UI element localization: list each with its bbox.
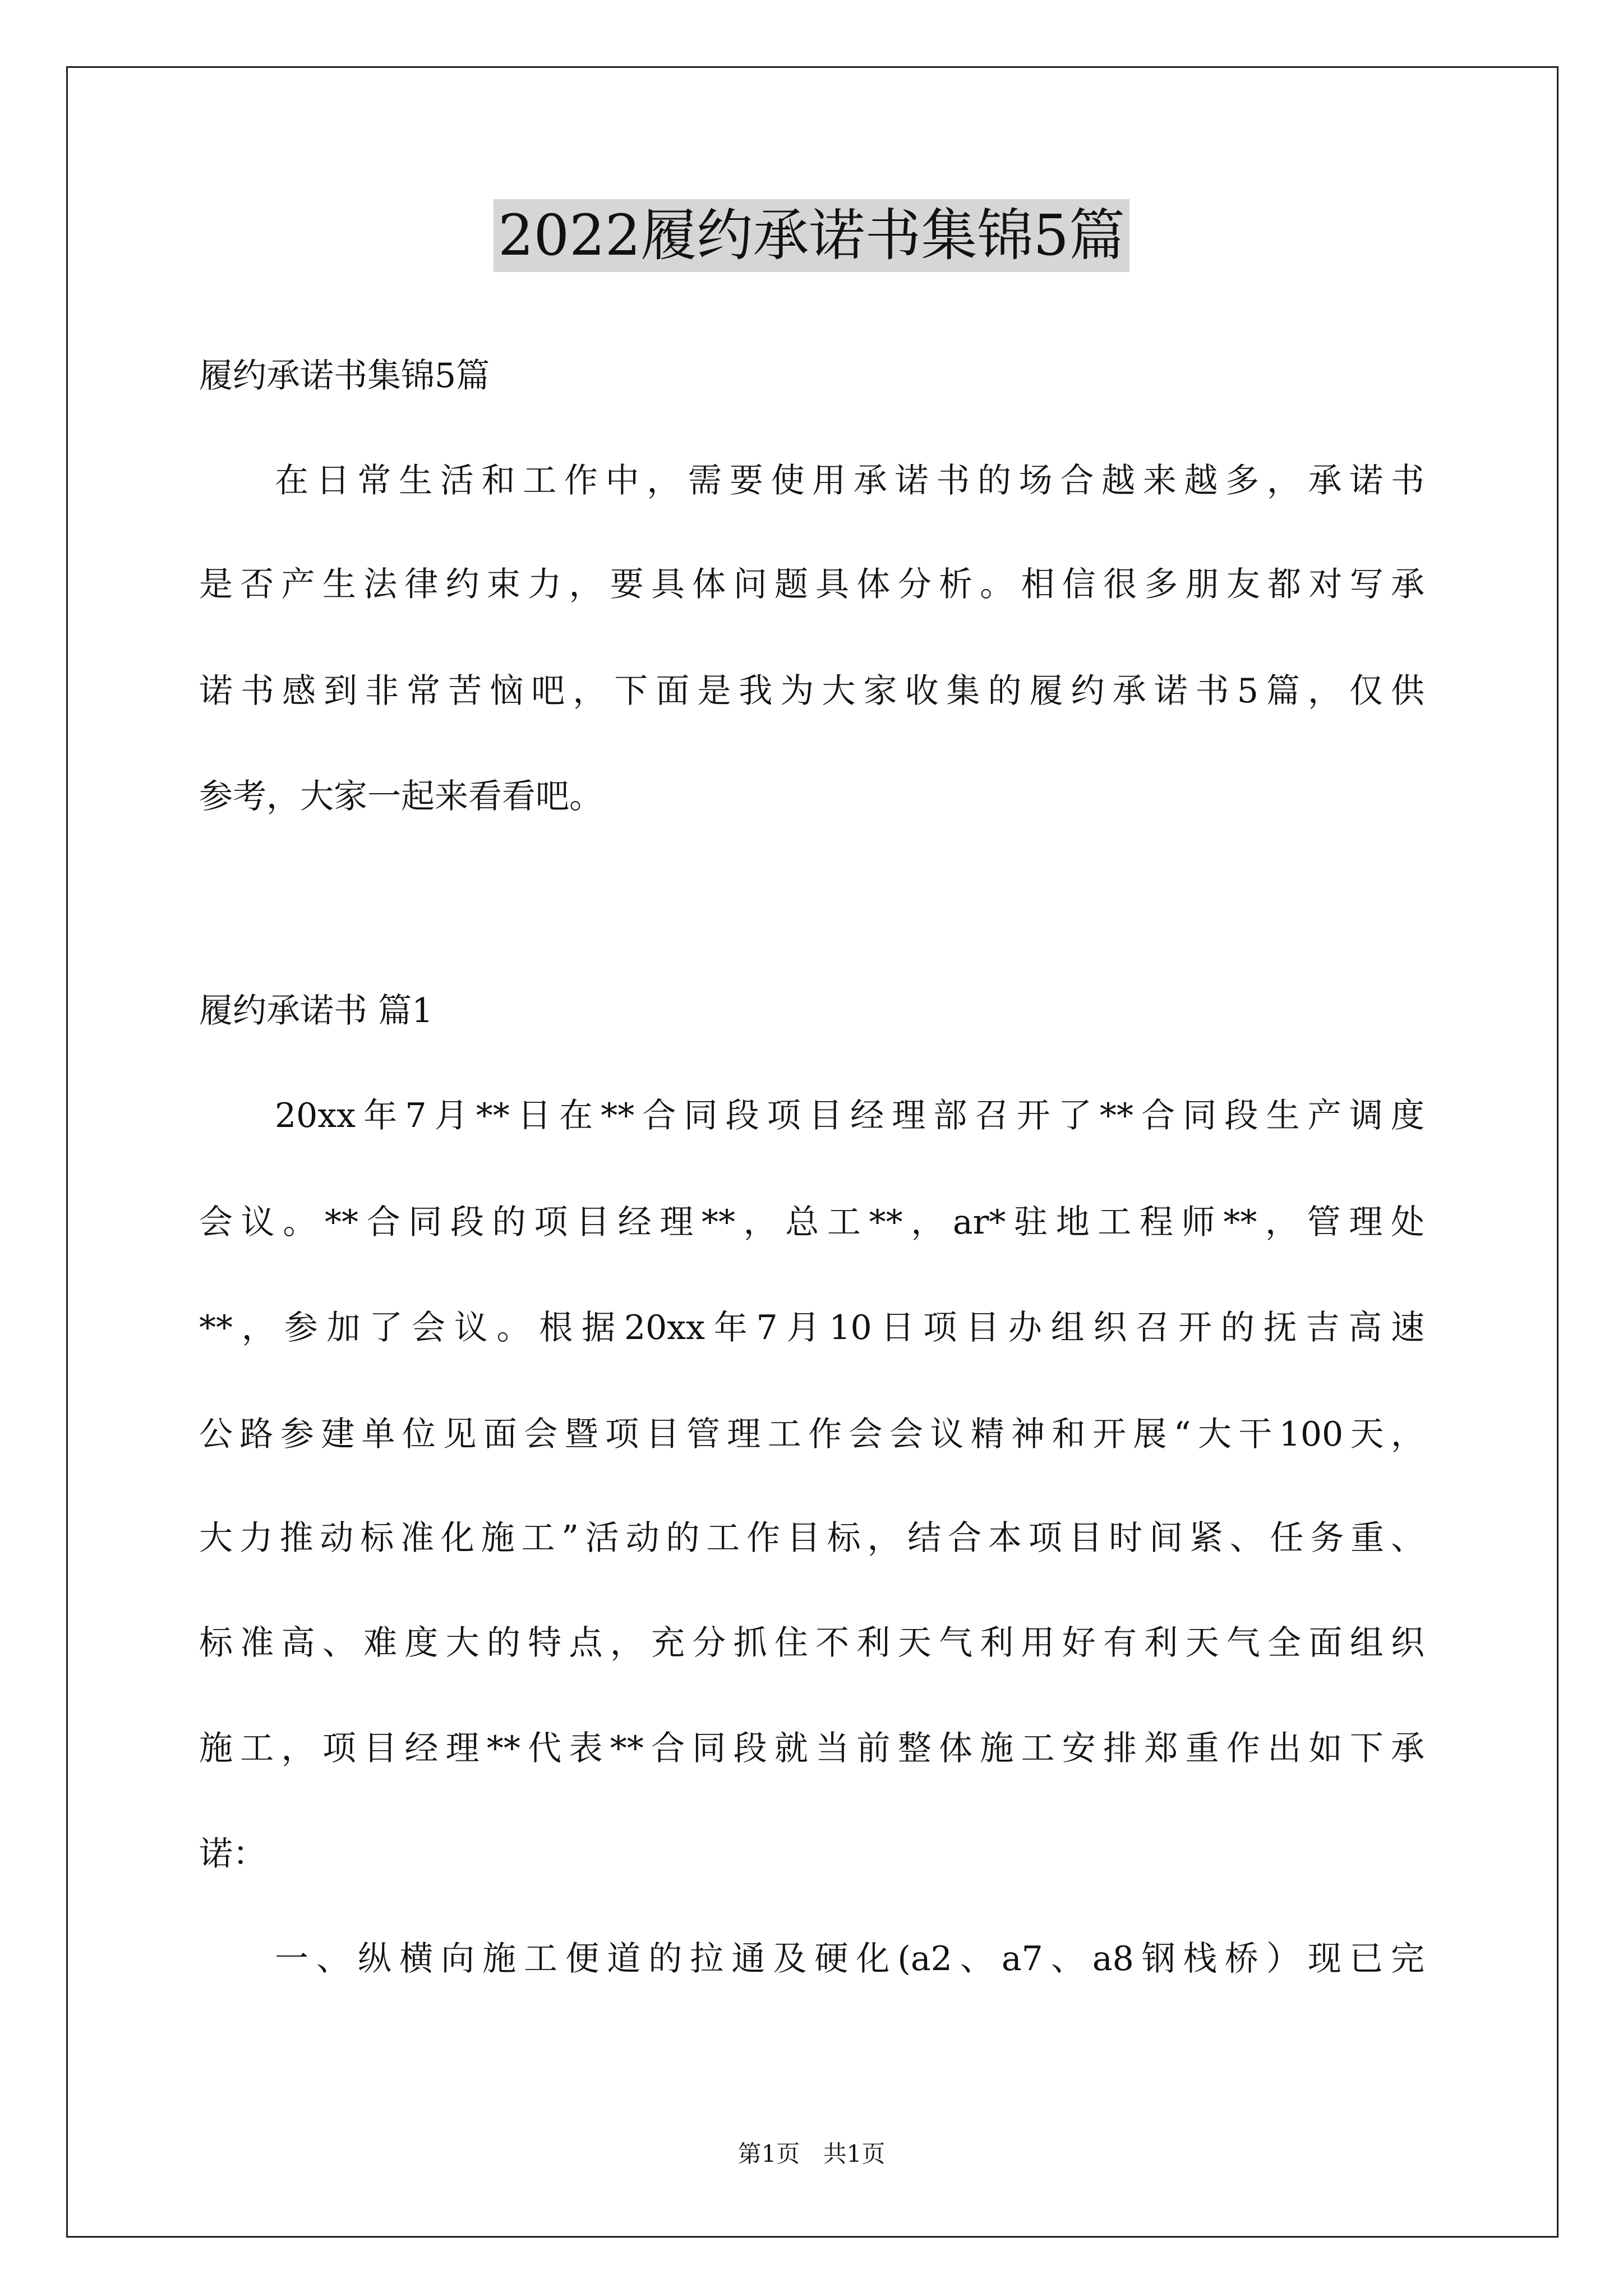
title-container (0, 199, 1623, 272)
body-line: 20xx年7月**日在**合同段项目经理部召开了**合同段生产调度 (275, 1096, 1424, 1135)
body-line: 会议。**合同段的项目经理**，总工**，ar*驻地工程师**，管理处 (199, 1203, 1424, 1242)
body-line: 标准高、难度大的特点，充分抓住不利天气利用好有利天气全面组织 (199, 1623, 1424, 1663)
page-total: 共1页 (823, 2140, 886, 2168)
body-line: 公路参建单位见面会暨项目管理工作会会议精神和开展“大干100天， (199, 1415, 1424, 1454)
body-line: **，参加了会议。根据20xx年7月10日项目办组织召开的抚吉高速 (199, 1308, 1424, 1347)
subtitle: 履约承诺书集锦5篇 (199, 356, 490, 395)
intro-line: 诺书感到非常苦恼吧，下面是我为大家收集的履约承诺书5篇，仅供 (199, 671, 1424, 711)
body-line: 大力推动标准化施工”活动的工作目标，结合本项目时间紧、任务重、 (199, 1519, 1424, 1558)
body-line: 诺： (199, 1834, 266, 1874)
list-item-line: 一、纵横向施工便道的拉通及硬化(a2、a7、a8钢栈桥）现已完 (275, 1939, 1424, 1978)
intro-line: 是否产生法律约束力，要具体问题具体分析。相信很多朋友都对写承 (199, 565, 1424, 604)
page-number: 第1页 (737, 2140, 800, 2168)
intro-line: 在日常生活和工作中，需要使用承诺书的场合越来越多，承诺书 (275, 461, 1424, 500)
page-title: 2022履约承诺书集锦5篇 (494, 199, 1129, 272)
section-heading: 履约承诺书 篇1 (199, 991, 434, 1030)
page-footer (0, 2138, 1623, 2170)
body-line: 施工，项目经理**代表**合同段就当前整体施工安排郑重作出如下承 (199, 1729, 1424, 1768)
intro-line: 参考，大家一起来看看吧。 (199, 777, 603, 816)
